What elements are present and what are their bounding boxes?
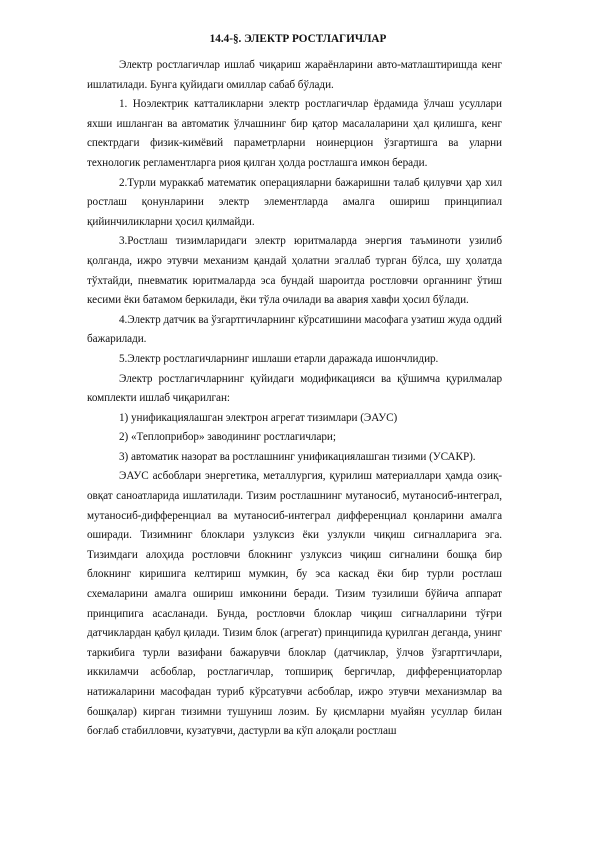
paragraph-reason-3: 3.Ростлаш тизимларидаги электр юритмаларда энергия таъминоти узилиб қолганда, ижро этувчи механизм қандай ҳолатни эгаллаб турган бўлса, шу ҳолатда тўхтайди, пневматик юритмаларда эса бундай шароитда ростловчи органнинг ўтиш кесими ёки батамом беркилади, ёки тўла очилади ва авария хавфи ҳосил бўлади. [87,235,502,307]
list-item-teplopribor: 2) «Теплоприбор» заводининг ростлагичлари; [119,431,336,444]
document-body [87,56,502,742]
paragraph-intro: Электр ростлагичлар ишлаб чиқариш жараёнларини авто-матлаштиришда кенг ишлатилади. Бунга қуйидаги омиллар сабаб бўлади. [87,59,502,91]
list-item-eaus: 1) унификациялашган электрон агрегат тизимлари (ЭАУС) [119,411,398,424]
paragraph-reason-2: 2.Турли мураккаб математик операцияларни бажаришни талаб қилувчи ҳар хил ростлаш қонунларини электр элементларда амалга ошириш принципиал қийинчиликларни ҳосил қилмайди. [87,176,502,228]
paragraph-eaus-description: ЭАУС асбоблари энергетика, металлургия, қурилиш материаллари ҳамда озиқ-овқат саноатларида ишлатилади. Тизим ростлашнинг мутаносиб, мутаносиб-интеграл, мутаносиб-дифференциал ва мутаносиб-интеграл дифференциал қонларини амалга оширади. Тизимнинг блоклари узлуксиз ёки узлукли чиқиш сигналларига эга. Тизимдаги алоҳида ростловчи блокнинг узлуксиз чиқиш сигналини бошқа бир блокнинг киришига келтириш мумкин, бу эса каскад ёки бир турли ростлаш схемаларини амалга ошириш имконини беради. Тизим тузилиши бўйича аппарат принципига асасланади. Бунда, ростловчи блоклар чиқиш сигналларини тўғри датчиклардан қабул қилади. Тизим блок (агрегат) принципида қурилган деганда, унинг таркибига турли вазифани бажарувчи блоклар (датчиклар, ўлчов ўзгартгичлари, иккиламчи асбоблар, ростлагичлар, топшириқ бергичлар, дифференциаторлар натижаларини масофадан туриб кўрсатувчи асбоблар, ижро этувчи механизмлар ва бошқалар) кирган тизимни тушуниш лозим. Бу қисмларни муайян усуллар билан боғлаб стабилловчи, кузатувчи, дастурли ва кўп алоқали ростлаш [87,470,502,738]
paragraph-reason-5: 5.Электр ростлагичларнинг ишлаши етарли даражада ишончлидир. [119,352,439,365]
paragraph-reason-1: 1. Ноэлектрик катталикларни электр ростлагичлар ёрдамида ўлчаш усуллари яхши ишланган ва автоматик ўлчашнинг бир қатор масалаларини ҳал қилишга, кенг спектрдаги физик-кимёвий параметрларни ноинерцион ўзгартишга ва уларни технологик регламентларга риоя қилган ҳолда ростлашга имкон беради. [87,98,502,169]
paragraph-reason-4: 4.Электр датчик ва ўзгартгичларнинг кўрсатишини масофага узатиш жуда оддий бажарилади. [87,313,502,346]
section-title: 14.4-§. ЭЛЕКТР РОСТЛАГИЧЛАР [209,33,387,45]
list-item-usakr: 3) автоматик назорат ва ростлашнинг унификациялашган тизими (УСАКР). [119,450,476,463]
paragraph-modifications: Электр ростлагичларнинг қуйидаги модификацияси ва қўшимча қурилмалар комплекти ишлаб чиқарилган: [87,372,502,405]
